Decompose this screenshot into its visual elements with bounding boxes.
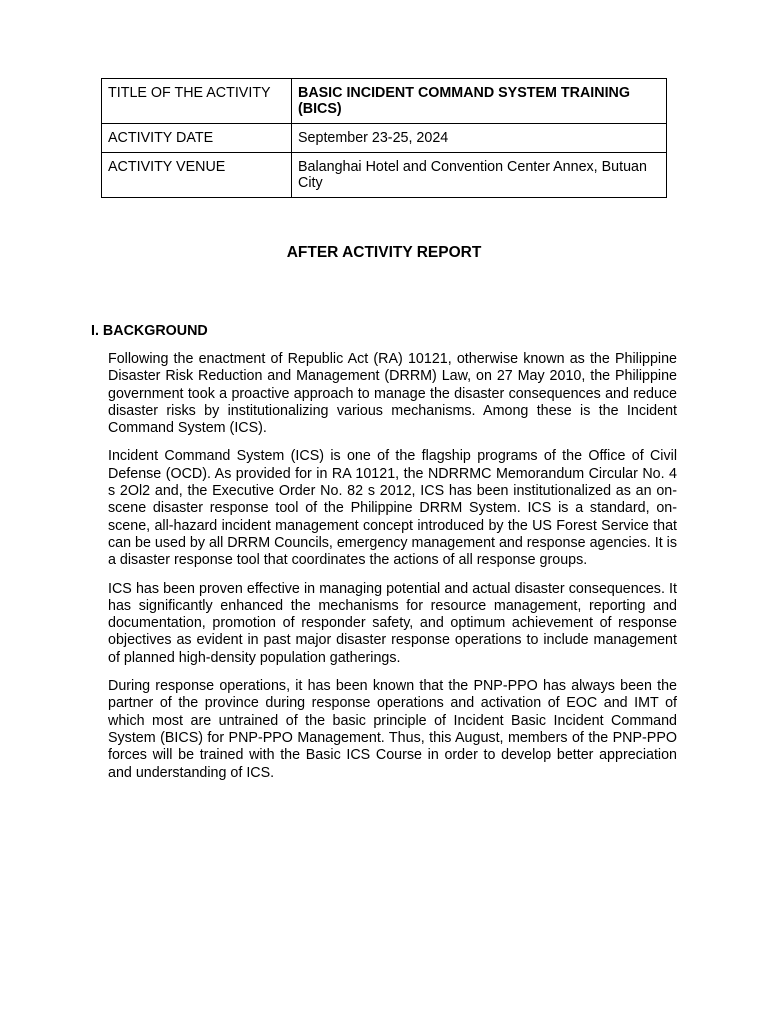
- background-paragraph: ICS has been proven effective in managing potential and actual disaster consequences. It has significantly enhanced the mechanisms for resource management, reporting and documentation, promotion of responder safety, and optimum achievement of response objectives as evident in past major disaster response operations to include management of planned high-density population gatherings.: [108, 580, 677, 666]
- activity-date-label: ACTIVITY DATE: [102, 124, 292, 153]
- table-row: [102, 153, 667, 198]
- activity-venue-label: ACTIVITY VENUE: [102, 153, 292, 198]
- background-paragraph: Following the enactment of Republic Act (RA) 10121, otherwise known as the Philippine Disaster Risk Reduction and Management (DRRM) Law, on 27 May 2010, the Philippine government took a proactive approach to manage the disaster consequences and reduce disaster risks by institutionalizing various mechanisms. Among these is the Incident Command System (ICS).: [108, 351, 677, 437]
- activity-date-value: September 23-25, 2024: [292, 124, 667, 153]
- activity-venue-value: Balanghai Hotel and Convention Center Annex, Butuan City: [292, 153, 667, 198]
- activity-info-table: [101, 78, 667, 198]
- background-body: [108, 351, 677, 793]
- activity-title-label: TITLE OF THE ACTIVITY: [102, 79, 292, 124]
- background-paragraph: During response operations, it has been known that the PNP-PPO has always been the partner of the province during response operations and activation of EOC and IMT of which most are untrained of the basic principle of Incident Basic Incident Command System (BICS) for PNP-PPO Management. Thus, this August, members of the PNP-PPO forces will be trained with the Basic ICS Course in order to develop better appreciation and understanding of ICS.: [108, 678, 677, 781]
- background-paragraph: Incident Command System (ICS) is one of the flagship programs of the Office of Civil Defense (OCD). As provided for in RA 10121, the NDRRMC Memorandum Circular No. 4 s 2Ol2 and, the Executive Order No. 82 s 2012, ICS has been institutionalized as an on-scene disaster response tool of the Philippine DRRM System. ICS is a standard, on-scene, all-hazard incident management concept introduced by the US Forest Service that can be used by all DRRM Councils, emergency management and response agencies. It is a disaster response tool that coordinates the actions of all response groups.: [108, 448, 677, 569]
- activity-title-value: BASIC INCIDENT COMMAND SYSTEM TRAINING (BICS): [292, 79, 667, 124]
- table-row: [102, 79, 667, 124]
- table-row: [102, 124, 667, 153]
- report-title: AFTER ACTIVITY REPORT: [286, 244, 482, 261]
- section-heading-background: I. BACKGROUND: [91, 323, 208, 339]
